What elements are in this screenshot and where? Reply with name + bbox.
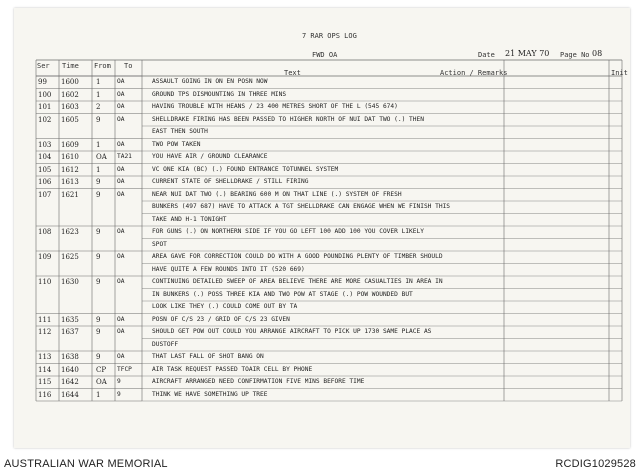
row-ser: 112	[38, 328, 52, 336]
row-text-line: ASSAULT GOING IN ON EN POSN NOW	[152, 78, 268, 85]
row-time: 1642	[61, 378, 79, 386]
row-to: OA	[117, 353, 125, 360]
row-ser: 101	[38, 103, 52, 111]
document-title: 7 RAR OPS LOG	[302, 32, 357, 40]
row-to: OA	[117, 315, 125, 323]
date-value: 21 MAY 70	[505, 49, 550, 58]
row-ser: 113	[38, 353, 52, 361]
row-from: 1	[96, 78, 101, 86]
row-time: 1635	[61, 315, 79, 324]
page-value: 08	[592, 49, 603, 58]
row-time: 1605	[61, 115, 79, 124]
footer-right: RCDIG1029528	[555, 458, 636, 470]
row-ser: 108	[38, 228, 52, 236]
row-from: 9	[96, 315, 101, 324]
col-header-ser: Ser	[37, 62, 50, 70]
page-label: Page No	[560, 51, 590, 59]
row-time: 1638	[61, 353, 79, 361]
row-text-line: NEAR NUI DAT TWO (.) BEARING 600 M ON THAT LINE (.) SYSTEM OF FRESH	[152, 190, 402, 198]
row-ser: 103	[38, 140, 52, 149]
col-header-to: To	[124, 62, 133, 70]
row-to: TA21	[117, 153, 132, 160]
row-from: 9	[96, 178, 101, 186]
row-from: OA	[96, 378, 107, 386]
col-header-init: Init	[611, 69, 628, 77]
row-from: 2	[96, 103, 101, 111]
row-from: 1	[96, 90, 101, 99]
row-from: 9	[96, 253, 101, 261]
row-to: TFCP	[117, 365, 132, 373]
row-time: 1602	[61, 90, 79, 99]
row-ser: 114	[38, 365, 52, 374]
row-time: 1610	[61, 153, 79, 161]
col-header-from: From	[94, 62, 111, 70]
row-text-line: DUSTOFF	[152, 340, 179, 348]
footer-left: AUSTRALIAN WAR MEMORIAL	[4, 458, 168, 470]
row-to: OA	[117, 140, 125, 148]
row-text-line: BUNKERS (497 687) HAVE TO ATTACK A TGT SHELLDRAKE CAN ENGAGE WHEN WE FINISH THIS	[152, 203, 451, 210]
row-to: 9	[117, 378, 121, 385]
row-time: 1637	[61, 328, 79, 336]
row-from: 9	[96, 328, 101, 336]
row-to: OA	[117, 228, 125, 235]
row-to: OA	[117, 165, 125, 173]
row-to: OA	[117, 278, 125, 285]
row-ser: 110	[38, 278, 52, 286]
row-text-line: YOU HAVE AIR / GROUND CLEARANCE	[152, 153, 268, 160]
row-from: 1	[96, 140, 101, 149]
row-from: 9	[96, 353, 101, 361]
row-time: 1623	[61, 228, 79, 236]
row-ser: 116	[38, 390, 52, 399]
row-text-line: TWO POW TAKEN	[152, 140, 201, 148]
row-text-line: CURRENT STATE OF SHELLDRAKE / STILL FIRING	[152, 178, 309, 185]
row-text-line: THINK WE HAVE SOMETHING UP TREE	[152, 390, 268, 398]
row-from: 9	[96, 190, 101, 199]
col-header-time: Time	[62, 62, 79, 70]
row-ser: 105	[38, 165, 52, 174]
row-time: 1603	[61, 103, 79, 111]
row-time: 1600	[61, 78, 79, 86]
row-time: 1625	[61, 253, 79, 261]
row-time: 1612	[61, 165, 79, 174]
row-text-line: HAVING TROUBLE WITH HEANS / 23 400 METRES SHORT OF THE L (545 674)	[152, 103, 398, 110]
row-from: 9	[96, 115, 101, 124]
row-time: 1640	[61, 365, 79, 374]
date-label: Date	[478, 51, 495, 59]
row-time: 1630	[61, 278, 79, 286]
row-text-line: VC ONE KIA (BC) (.) FOUND ENTRANCE TOTUNNEL SYSTEM	[152, 165, 339, 173]
row-time: 1644	[61, 390, 79, 399]
row-from: 1	[96, 390, 101, 399]
row-ser: 99	[38, 78, 47, 86]
row-text-line: POSN OF C/S 23 / GRID OF C/S 23 GIVEN	[152, 315, 290, 323]
row-from: CP	[96, 365, 107, 374]
row-text-line: AIRCRAFT ARRANGED NEED CONFIRMATION FIVE MINS BEFORE TIME	[152, 378, 365, 385]
row-from: 9	[96, 228, 101, 236]
row-to: OA	[117, 178, 125, 185]
row-ser: 100	[38, 90, 52, 99]
col-header-action: Action / Remarks	[440, 69, 508, 77]
row-from: 1	[96, 165, 101, 174]
row-text-line: IN BUNKERS (.) POSS THREE KIA AND TWO POW AT STAGE (.) POW WOUNDED BUT	[152, 290, 413, 298]
row-text-line: THAT LAST FALL OF SHOT BANG ON	[152, 353, 264, 360]
row-to: OA	[117, 90, 125, 98]
document-subtitle: FWD OA	[312, 51, 338, 59]
row-text-line: FOR GUNS (.) ON NORTHERN SIDE IF YOU GO LEFT 100 ADD 100 YOU COVER LIKELY	[152, 228, 424, 235]
row-text-line: LOOK LIKE THEY (.) COULD COME OUT BY TA	[152, 303, 298, 310]
row-to: OA	[117, 190, 125, 198]
row-to: OA	[117, 253, 125, 260]
row-time: 1621	[61, 190, 79, 199]
col-header-text: Text	[284, 69, 301, 77]
row-time: 1613	[61, 178, 79, 186]
row-ser: 102	[38, 115, 52, 124]
row-time: 1609	[61, 140, 79, 149]
row-text-line: EAST THEN SOUTH	[152, 128, 208, 135]
row-from: 9	[96, 278, 101, 286]
row-to: OA	[117, 103, 125, 110]
row-text-line: HAVE QUITE A FEW ROUNDS INTO IT (520 669)	[152, 265, 305, 273]
row-to: OA	[117, 115, 125, 123]
row-to: OA	[117, 328, 125, 335]
row-text-line: AIR TASK REQUEST PASSED TOAIR CELL BY PHONE	[152, 365, 313, 373]
row-text-line: CONTINUING DETAILED SWEEP OF AREA BELIEVE THERE ARE MORE CASUALTIES IN AREA IN	[152, 278, 443, 285]
log-sheet	[14, 8, 630, 448]
row-ser: 106	[38, 178, 52, 186]
row-to: 9	[117, 390, 121, 398]
row-ser: 111	[38, 315, 52, 324]
row-ser: 104	[38, 153, 52, 161]
row-ser: 115	[38, 378, 52, 386]
row-ser: 109	[38, 253, 52, 261]
row-text-line: GROUND TPS DISMOUNTING IN THREE MINS	[152, 90, 287, 98]
row-from: OA	[96, 153, 107, 161]
row-text-line: SPOT	[152, 240, 167, 248]
row-ser: 107	[38, 190, 52, 199]
row-text-line: TAKE AND H-1 TONIGHT	[152, 215, 227, 223]
row-text-line: AREA GAVE FOR CORRECTION COULD DO WITH A GOOD POUNDING PLENTY OF TIMBER SHOULD	[152, 253, 443, 260]
row-text-line: SHOULD GET POW OUT COULD YOU ARRANGE AIRCRAFT TO PICK UP 1730 SAME PLACE AS	[152, 328, 432, 335]
row-text-line: SHELLDRAKE FIRING HAS BEEN PASSED TO HIGHER NORTH OF NUI DAT TWO (.) THEN	[152, 115, 424, 123]
row-to: OA	[117, 78, 125, 85]
